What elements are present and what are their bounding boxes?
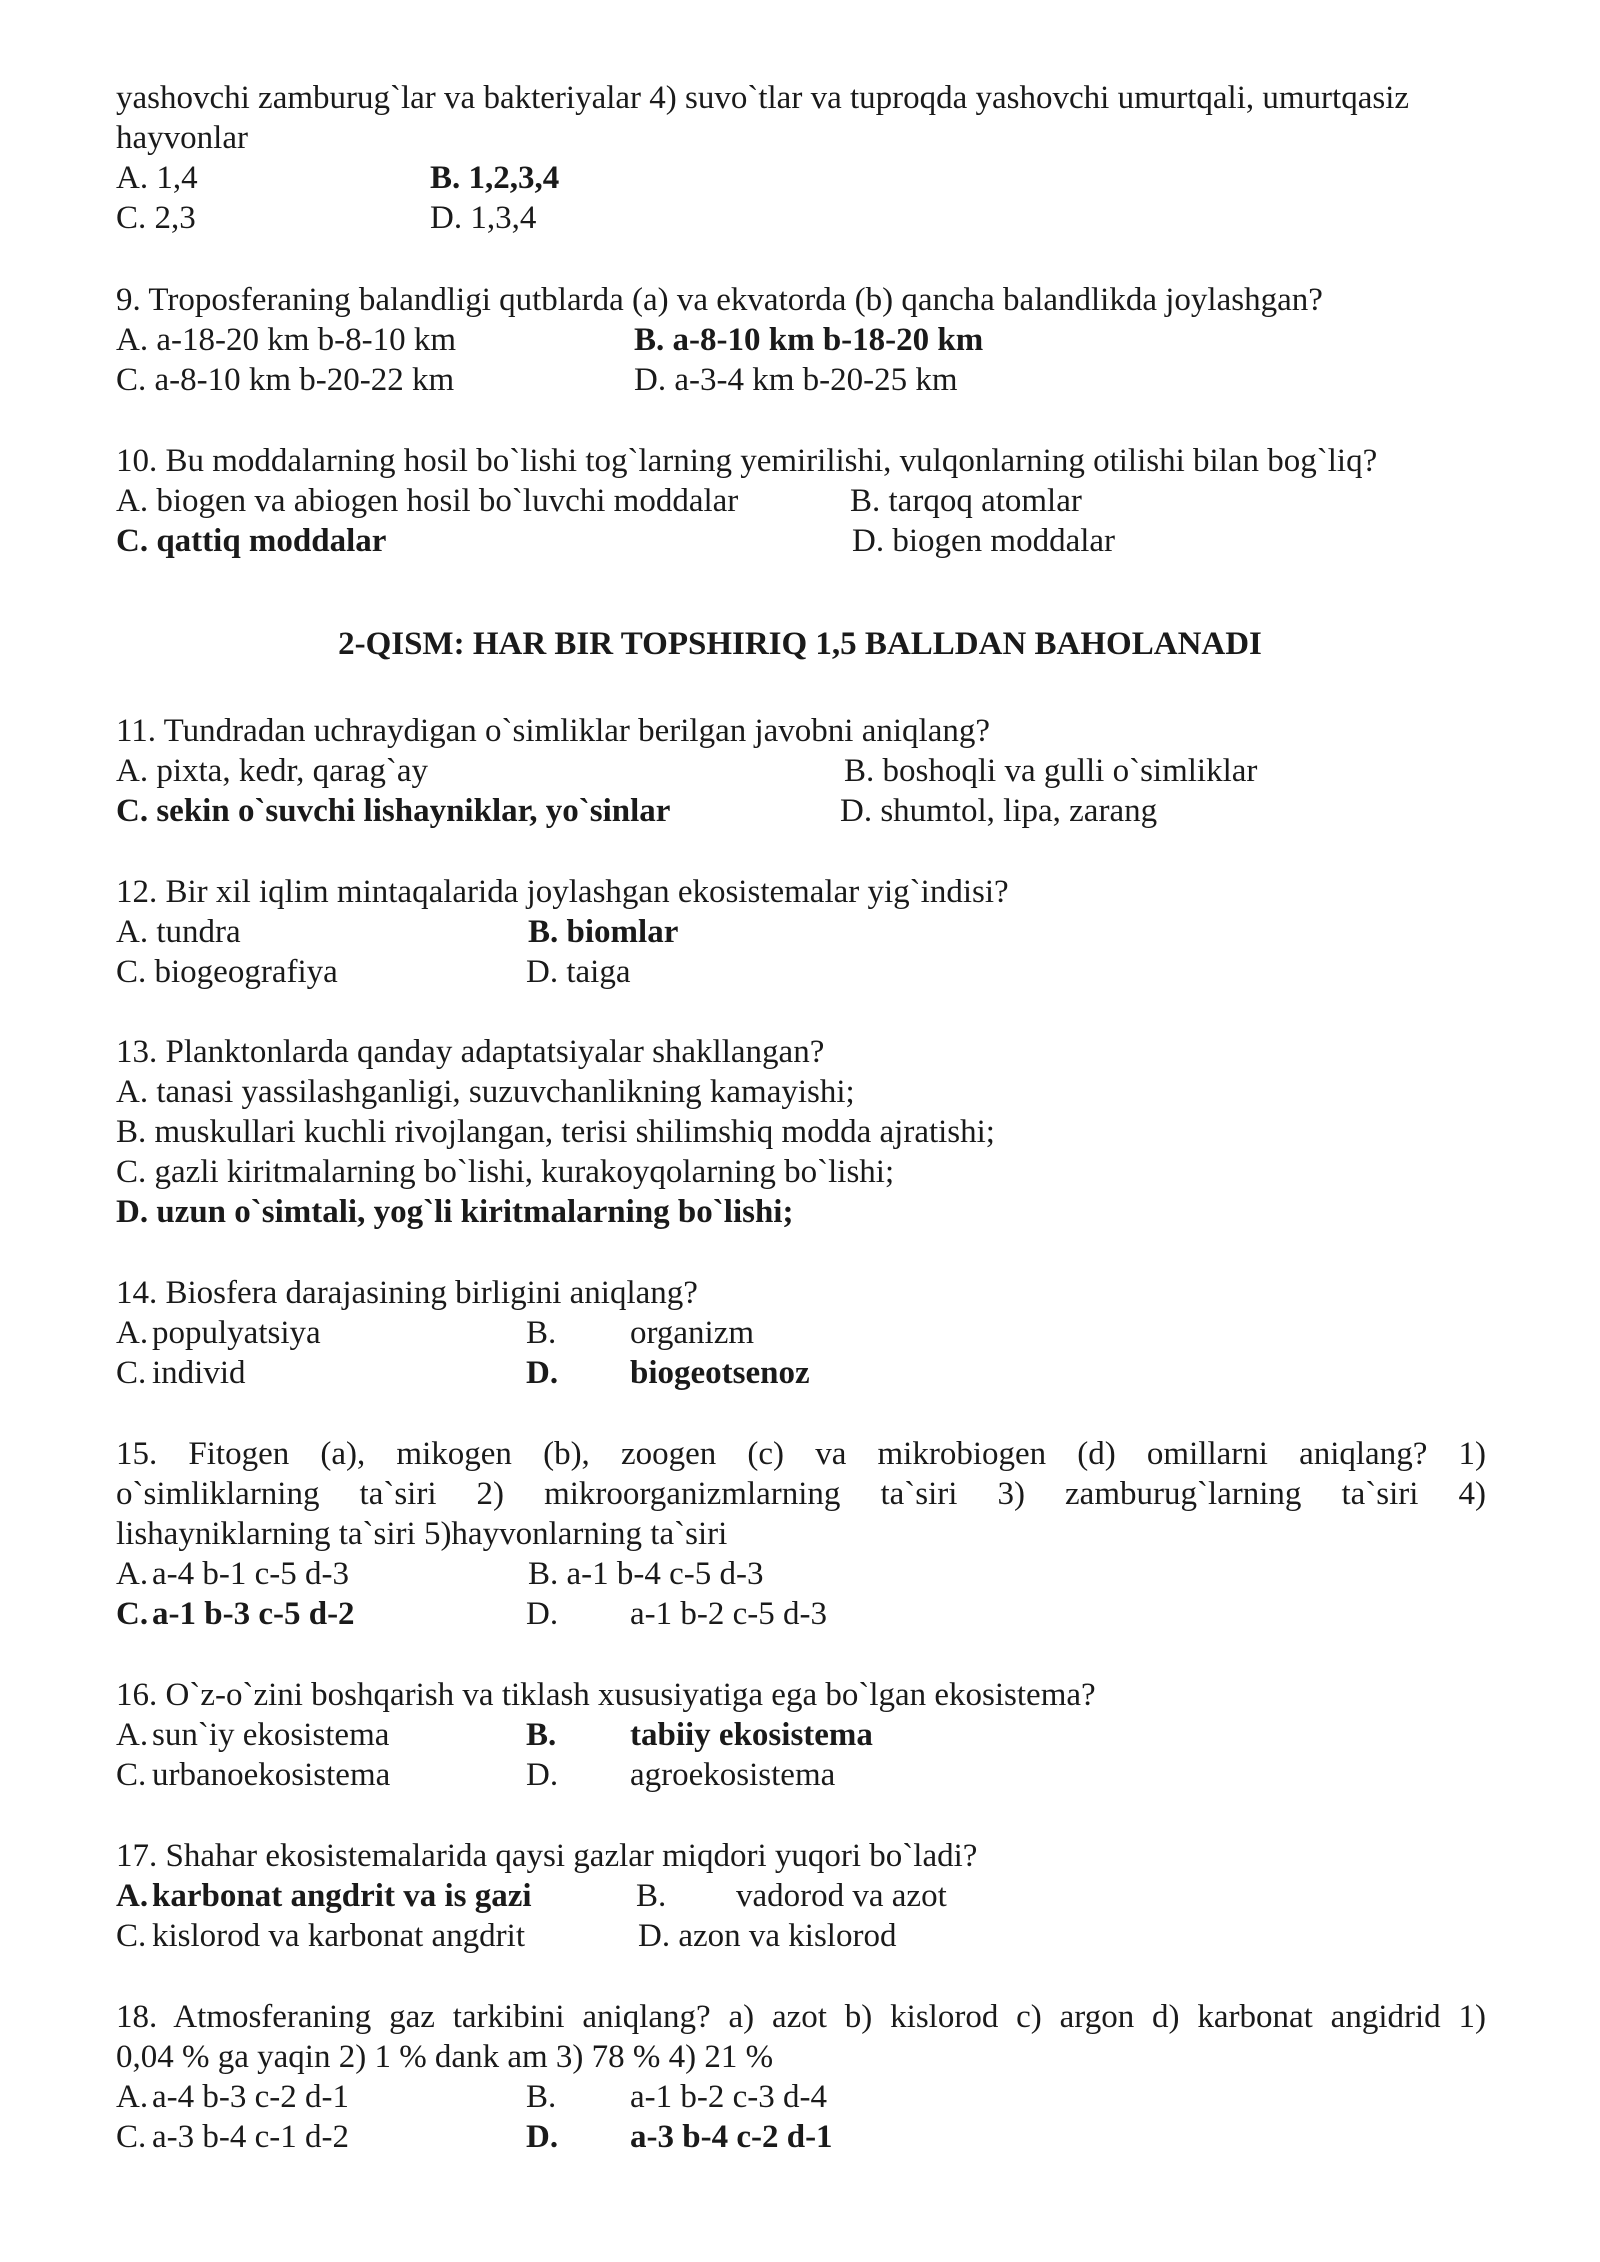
question-text: 14. Biosfera darajasining birligini aniqlang?: [116, 1275, 698, 1311]
question-16: [116, 1675, 1486, 1795]
question-14: [116, 1273, 1486, 1393]
question-text: 18. Atmosferaning gaz tarkibini aniqlang? a) azot b) kislorod c) argon d) karbonat angidrid 1): [116, 1999, 1486, 2035]
question-text: 17. Shahar ekosistemalarida qaysi gazlar miqdori yuqori bo`ladi?: [116, 1838, 978, 1874]
option-d: D. a-3-4 km b-20-25 km: [634, 362, 958, 398]
option-d: D. azon va kislorod: [638, 1918, 897, 1954]
question-text: 0,04 % ga yaqin 2) 1 % dank am 3) 78 % 4) 21 %: [116, 2039, 774, 2075]
option-b-correct: B. biomlar: [528, 914, 679, 950]
option-d: a-1 b-2 c-5 d-3: [630, 1596, 828, 1632]
option-d: D. biogen moddalar: [852, 523, 1116, 559]
section-heading: 2-QISM: HAR BIR TOPSHIRIQ 1,5 BALLDAN BAHOLANADI: [338, 626, 1262, 662]
option-c: C. gazli kiritmalarning bo`lishi, kurakoyqolarning bo`lishi;: [116, 1154, 895, 1190]
option-c-label: C.: [116, 1918, 147, 1954]
option-b: B. tarqoq atomlar: [850, 483, 1082, 519]
question-15: [116, 1434, 1486, 1634]
question-text: 10. Bu moddalarning hosil bo`lishi tog`larning yemirilishi, vulqonlarning otilishi bilan bog`liq?: [116, 443, 1378, 479]
option-c-correct: a-1 b-3 c-5 d-2: [152, 1596, 355, 1632]
option-d-correct: D. uzun o`simtali, yog`li kiritmalarning bo`lishi;: [116, 1194, 794, 1230]
option-d-correct: a-3 b-4 c-2 d-1: [630, 2119, 833, 2155]
question-10: [116, 441, 1486, 561]
option-b-label: B.: [636, 1878, 667, 1914]
option-c-correct: C. sekin o`suvchi lishayniklar, yo`sinlar: [116, 793, 671, 829]
option-d: D. shumtol, lipa, zarang: [840, 793, 1158, 829]
question-17: [116, 1836, 1486, 1956]
option-d-label: D.: [526, 1596, 559, 1632]
option-b: B. muskullari kuchli rivojlangan, terisi shilimshiq modda ajratishi;: [116, 1114, 995, 1150]
option-c-label: C.: [116, 1355, 147, 1391]
option-c: a-3 b-4 c-1 d-2: [152, 2119, 350, 2155]
option-a-correct: karbonat angdrit va is gazi: [152, 1878, 532, 1914]
question-13: [116, 1032, 1486, 1232]
option-c: kislorod va karbonat angdrit: [152, 1918, 525, 1954]
option-c-label: C.: [116, 1596, 149, 1632]
option-a: a-4 b-3 c-2 d-1: [152, 2079, 350, 2115]
option-a-label: A.: [116, 1717, 149, 1753]
option-a: populyatsiya: [152, 1315, 321, 1351]
question-text: 11. Tundradan uchraydigan o`simliklar berilgan javobni aniqlang?: [116, 713, 991, 749]
question-text: lishayniklarning ta`siri 5)hayvonlarning ta`siri: [116, 1516, 728, 1552]
option-b-correct: tabiiy ekosistema: [630, 1717, 873, 1753]
option-a: A. tundra: [116, 914, 241, 950]
option-c: urbanoekosistema: [152, 1757, 391, 1793]
option-a-label: A.: [116, 1315, 149, 1351]
option-b: vadorod va azot: [736, 1878, 947, 1914]
question-text: 9. Troposferaning balandligi qutblarda (a) va ekvatorda (b) qancha balandlikda joylashgan?: [116, 282, 1323, 318]
option-a: A. biogen va abiogen hosil bo`luvchi moddalar: [116, 483, 739, 519]
option-b-label: B.: [526, 1315, 557, 1351]
question-18: [116, 1997, 1486, 2157]
question-text: 12. Bir xil iqlim mintaqalarida joylashgan ekosistemalar yig`indisi?: [116, 874, 1009, 910]
option-c: individ: [152, 1355, 246, 1391]
option-a-label: A.: [116, 2079, 149, 2115]
option-d-label: D.: [526, 1757, 559, 1793]
question-8-continuation: [116, 78, 1486, 238]
option-d-label: D.: [526, 1355, 559, 1391]
option-b-correct: B. a-8-10 km b-18-20 km: [634, 322, 984, 358]
option-c-label: C.: [116, 1757, 147, 1793]
option-a: A. 1,4: [116, 160, 198, 196]
option-a: A. tanasi yassilashganligi, suzuvchanlikning kamayishi;: [116, 1074, 855, 1110]
option-d-label: D.: [526, 2119, 559, 2155]
question-text: hayvonlar: [116, 120, 248, 156]
question-text: 16. O`z-o`zini boshqarish va tiklash xususiyatiga ega bo`lgan ekosistema?: [116, 1677, 1096, 1713]
question-11: [116, 711, 1486, 831]
option-a: A. a-18-20 km b-8-10 km: [116, 322, 457, 358]
option-d: agroekosistema: [630, 1757, 836, 1793]
option-d-correct: biogeotsenoz: [630, 1355, 810, 1391]
question-text: 15. Fitogen (a), mikogen (b), zoogen (c) va mikrobiogen (d) omillarni aniqlang? 1): [116, 1436, 1486, 1472]
option-b-correct: B. 1,2,3,4: [430, 160, 560, 196]
option-c: C. 2,3: [116, 200, 196, 236]
option-c-correct: C. qattiq moddalar: [116, 523, 387, 559]
question-12: [116, 872, 1486, 992]
option-d: D. 1,3,4: [430, 200, 537, 236]
option-b: B. boshoqli va gulli o`simliklar: [844, 753, 1258, 789]
option-d: D. taiga: [526, 954, 631, 990]
option-a: A. pixta, kedr, qarag`ay: [116, 753, 429, 789]
question-9: [116, 280, 1486, 400]
question-text: yashovchi zamburug`lar va bakteriyalar 4) suvo`tlar va tuproqda yashovchi umurtqali, umurtqasiz: [116, 80, 1410, 116]
option-a: sun`iy ekosistema: [152, 1717, 390, 1753]
option-b-label: B.: [526, 1717, 557, 1753]
option-a-label: A.: [116, 1878, 149, 1914]
option-c-label: C.: [116, 2119, 147, 2155]
question-text: 13. Planktonlarda qanday adaptatsiyalar shakllangan?: [116, 1034, 825, 1070]
option-b: a-1 b-2 c-3 d-4: [630, 2079, 828, 2115]
option-b: B. a-1 b-4 c-5 d-3: [528, 1556, 764, 1592]
option-a: a-4 b-1 c-5 d-3: [152, 1556, 350, 1592]
option-c: C. a-8-10 km b-20-22 km: [116, 362, 455, 398]
question-text: o`simliklarning ta`siri 2) mikroorganizmlarning ta`siri 3) zamburug`larning ta`siri 4): [116, 1476, 1486, 1512]
option-b: organizm: [630, 1315, 755, 1351]
option-b-label: B.: [526, 2079, 557, 2115]
option-a-label: A.: [116, 1556, 149, 1592]
option-c: C. biogeografiya: [116, 954, 338, 990]
